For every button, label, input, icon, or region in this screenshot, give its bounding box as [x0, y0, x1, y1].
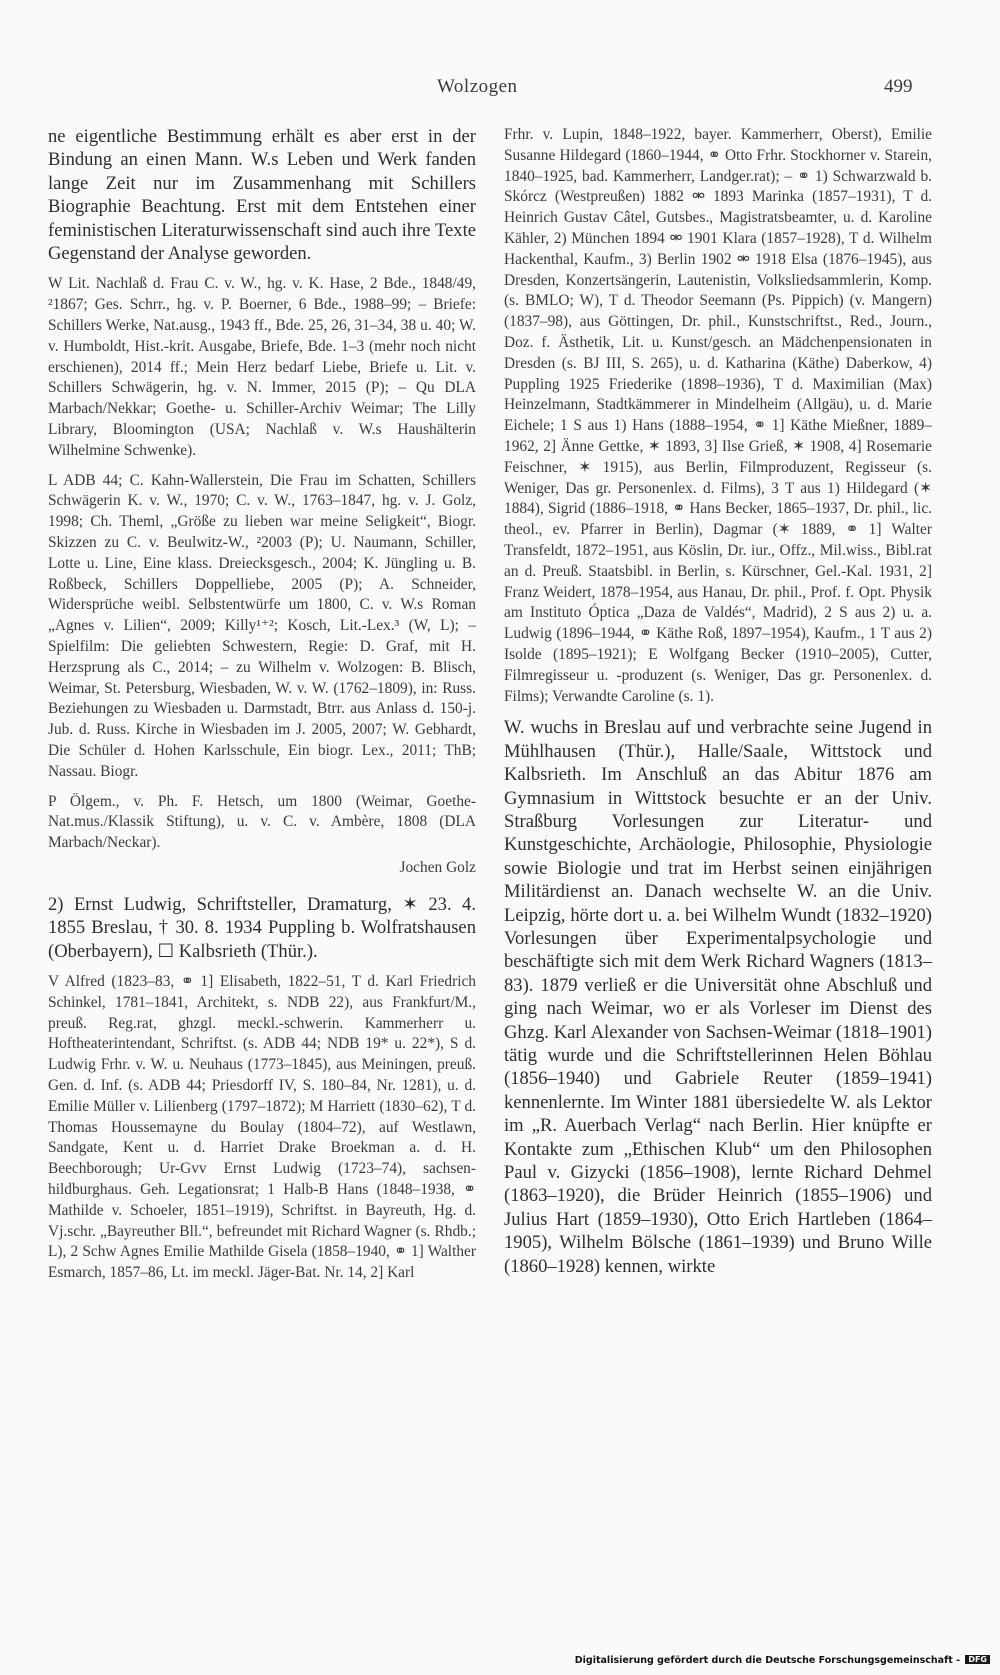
body-paragraph: ne eigentliche Bestimmung erhält es aber erst in der Bindung an einen Mann. W.s Leben und Werk fanden lange Zeit nur im Zusammenhang mit Schillers Biographie Beachtung. Erst mit dem Entstehen einer feministischen Literaturwissenschaft sind auch ihre Texte Gegenstand der Analyse geworden.	[48, 126, 476, 265]
dfg-logo: DFG	[965, 1655, 990, 1664]
genealogy-section: V Alfred (1823–83, ⚭ 1] Elisabeth, 1822–51, T d. Karl Friedrich Schinkel, 1781–1841, Architekt, s. NDB 22), aus Frankfurt/M., preuß. Reg.rat, ghzgl. meckl.-schwerin. Kammerherr u. Hoftheaterintendant, Schriftst. (s. ADB 44; NDB 19* u. 22*), S d. Ludwig Frhr. v. W. u. Neuhaus (1773–1845), aus Meiningen, preuß. Gen. d. Inf. (s. ADB 44; Priesdorff IV, S. 180–84, Nr. 1281), u. d. Emilie Müller v. Lilienberg (1797–1872); M Harriett (1830–62), T d. Thomas Houssemayne du Boulay (1804–72), auf Westlawn, Sandgate, Kent u. d. Harriet Drake Broekman a. d. H. Beechborough; Ur-Gvv Ernst Ludwig (1723–74), sachsen-hildburghaus. Geh. Legationsrat; 1 Halb-B Hans (1848–1938, ⚭ Mathilde v. Schoeler, 1851–1919), Schriftst. in Bayreuth, Hg. d. Vj.schr. „Bayreuther Bll.“, befreundet mit Richard Wagner (s. Rhdb.; L), 2 Schw Agnes Emilie Mathilde Gisela (1858–1940, ⚭ 1] Walther Esmarch, 1857–86, Lt. im meckl. Jäger-Bat. Nr. 14, 2] Karl	[48, 972, 476, 1282]
biography-paragraph: W. wuchs in Breslau auf und verbrachte seine Jugend in Mühlhausen (Thür.), Halle/Saale, Wittstock und Kalbsrieth. Im Anschluß an das Abitur 1876 am Gymnasium in Wittstock besuchte er an der Univ. Straßburg Vorlesungen zur Literatur- und Kunstgeschichte, Archäologie, Philosophie, Physiologie sowie Biologie und trat im Herbst seinen einjährigen Militärdienst an. Danach wechselte W. an die Univ. Leipzig, hörte dort u. a. bei Wilhelm Wundt (1832–1920) Vorlesungen über Experimentalpsychologie und beschäftigte sich mit dem Werk Richard Wagners (1813–83). 1879 verließ er die Universität ohne Abschluß und ging nach Weimar, wo er als Vorleser im Dienst des Ghzg. Karl Alexander von Sachsen-Weimar (1818–1901) tätig wurde und die Schriftstellerinnen Helen Böhlau (1856–1940) und Gabriele Reuter (1859–1941) kennenlernte. Im Winter 1881 übersiedelte W. als Lektor im „R. Auerbach Verlag“ nach Berlin. Hier knüpfte er Kontakte zum „Ethischen Klub“ um den Philosophen Paul v. Gizycki (1856–1908), lernte Richard Dehmel (1863–1920), die Brüder Heinrich (1855–1906) und Julius Hart (1859–1930), Otto Erich Hartleben (1864–1905), Wilhelm Bölsche (1861–1939) und Bruno Wille (1860–1928) kennen, wirkte	[504, 717, 932, 1277]
right-column	[504, 125, 932, 1278]
genealogy-continued: Frhr. v. Lupin, 1848–1922, bayer. Kammerherr, Oberst), Emilie Susanne Hildegard (1860–1944, ⚭ Otto Frhr. Stockhorner v. Starein, 1840–1925, bad. Kammerherr, Landger.rat); – ⚭ 1) Schwarzwald b. Skórcz (Westpreußen) 1882 ⚮ 1893 Marinka (1857–1931), T d. Heinrich Gustav Câtel, Gutsbes., Magistratsbeamter, u. d. Karoline Kähler, 2) München 1894 ⚮ 1901 Klara (1857–1928), T d. Wilhelm Hackenthal, Kaufm., 3) Berlin 1902 ⚮ 1918 Elsa (1876–1945), aus Dresden, Konzertsängerin, Lautenistin, Volksliedsammlerin, Komp. (s. BMLO; W), T d. Theodor Seemann (Ps. Pippich) (v. Mangern) (1837–98), aus Göttingen, Dr. phil., Kunstschriftst., Red., Journ., Doz. f. Ästhetik, Lit. u. Kunst/gesch. an Mädchenpensionaten in Dresden (s. BJ III, S. 265), u. d. Katharina (Käthe) Daberkow, 4) Puppling 1925 Friederike (1898–1936), T d. Maximilian (Max) Heinzelmann, Stadtkämmerer in Mindelheim (Allgäu), u. d. Marie Eichele; 1 S aus 1) Hans (1888–1954, ⚭ 1] Käthe Mießner, 1889–1962, 2] Änne Gettke, ✶ 1893, 3] Ilse Grieß, ✶ 1908, 4] Rosemarie Feischner, ✶ 1915), aus Berlin, Filmproduzent, Regisseur (s. Weniger, Das gr. Personenlex. d. Films), 3 T aus 1) Hildegard (✶ 1884), Sigrid (1886–1918, ⚭ Hans Becker, 1865–1937, Dr. phil., lic. theol., ev. Pfarrer in Berlin), Dagmar (✶ 1889, ⚭ 1] Walter Transfeldt, 1872–1951, aus Köslin, Dr. iur., Offz., Mil.wiss., Bibl.rat an d. Preuß. Staatsbibl. in Berlin, s. Kürschner, Gel.-Kal. 1931, 2] Franz Weidert, 1878–1954, aus Hanau, Dr. phil., Prof. f. Opt. Physik am Instituto Óptica „Daza de Valdés“, Madrid), 2 S aus 2) u. a. Ludwig (1896–1944, ⚭ Käthe Roß, 1897–1954), Kaufm., 1 T aus 2) Isolde (1895–1921); E Wolfgang Becker (1910–2005), Cutter, Filmregisseur u. -produzent (s. Weniger, Das gr. Personenlex. d. Films); Verwandte Caroline (s. 1).	[504, 126, 932, 705]
page-header	[0, 76, 1000, 106]
literature-section: L ADB 44; C. Kahn-Wallerstein, Die Frau im Schatten, Schillers Schwägerin K. v. W., 1970; C. v. W., 1763–1847, hg. v. J. Golz, 1998; Ch. Theml, „Größe zu lieben war meine Seligkeit“, Biogr. Skizzen zu C. v. Beulwitz-W., ²2003 (P); U. Naumann, Schiller, Lotte u. Line, Eine klass. Dreiecksgesch., 2004; K. Jüngling u. B. Roßbeck, Schillers Doppelliebe, 2005 (P); A. Schneider, Widersprüche weibl. Selbstentwürfe um 1800, C. v. W.s Roman „Agnes v. Lilien“, 2009; Killy¹⁺²; Kosch, Lit.-Lex.³ (W, L); – Spielfilm: Die geliebten Schwestern, Regie: D. Graf, mit H. Herzsprung als C., 2014; – zu Wilhelm v. Wolzogen: B. Blisch, Weimar, St. Petersburg, Wiesbaden, W. v. W. (1762–1809), in: Russ. Beziehungen zu Wiesbaden u. Darmstadt, Btrr. aus Anlass d. 150-j. Jub. d. Russ. Kirche in Wiesbaden im J. 2005, 2007; W. Gebhardt, Die Schüler d. Hohen Karlsschule, Ein biogr. Lex., 2011; ThB; Nassau. Biogr.	[48, 471, 476, 780]
running-title: Wolzogen	[437, 76, 518, 97]
works-section: W Lit. Nachlaß d. Frau C. v. W., hg. v. K. Hase, 2 Bde., 1848/49, ²1867; Ges. Schrr., hg. v. P. Boerner, 6 Bde., 1988–99; – Briefe: Schillers Werke, Nat.ausg., 1943 ff., Bde. 25, 26, 31–34, 38 u. 40; W. v. Humboldt, Hist.-krit. Ausgabe, Briefe, Bde. 1–3 (mehr noch nicht erschienen), 2014 ff.; Mein Herz bedarf Liebe, Briefe u. Lit. v. Schillers Schwägerin, hg. v. N. Immer, 2015 (P); – Qu DLA Marbach/Nekkar; Goethe- u. Schiller-Archiv Weimar; The Lilly Library, Bloomington (USA; Nachlaß v. W.s Haushälterin Wilhelmine Schwenke).	[48, 275, 476, 459]
footer-text: Digitalisierung gefördert durch die Deutsche Forschungsgemeinschaft -	[574, 1655, 961, 1666]
left-column	[48, 125, 476, 1284]
page-number: 499	[884, 76, 913, 97]
author-signature: Jochen Golz	[399, 858, 476, 876]
digitization-footer	[0, 1655, 990, 1666]
entry-heading: 2) Ernst Ludwig, Schriftsteller, Dramaturg, ✶ 23. 4. 1855 Breslau, † 30. 8. 1934 Puppling b. Wolfratshausen (Oberbayern), ☐ Kalbsrieth (Thür.).	[48, 893, 476, 962]
portraits-section: P Ölgem., v. Ph. F. Hetsch, um 1800 (Weimar, Goethe-Nat.mus./Klassik Stiftung), u. v. C. v. Ambère, 1808 (DLA Marbach/Neckar).	[48, 792, 476, 852]
